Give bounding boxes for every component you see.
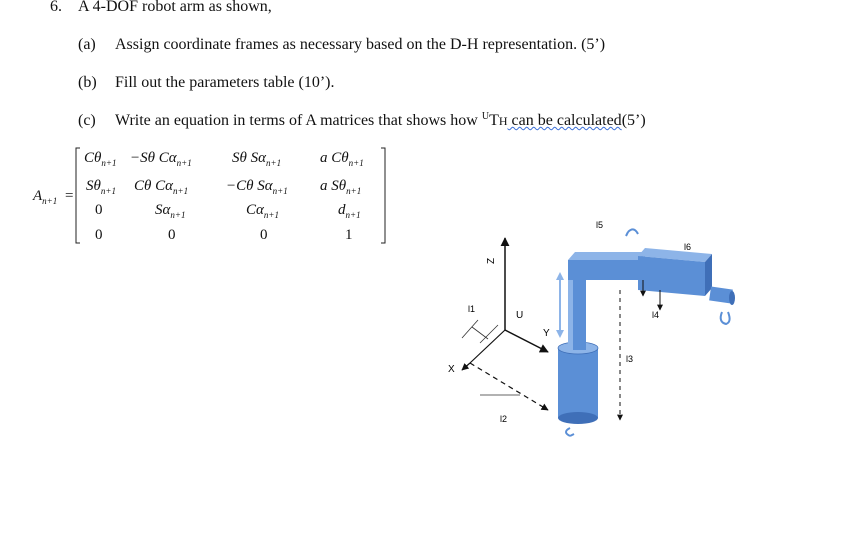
m-r4c2: 0: [168, 227, 176, 243]
matrix-lhs: $A_{n+1}$: [33, 188, 58, 206]
m-r2c2: Cθ $C\alpha_{n+1}$: [134, 178, 189, 196]
m-r1c4: a $C\theta_{n+1}$: [320, 150, 364, 168]
m-r4c4: 1: [345, 227, 353, 243]
m-r1c1: $C\theta_{n+1}$: [84, 150, 117, 168]
part-b-letter: (b): [78, 74, 97, 91]
question-title: A 4-DOF robot arm as shown,: [78, 0, 272, 15]
m-r3c4: $d_{n+1}$: [338, 202, 361, 220]
part-c-points: (5’): [621, 112, 646, 129]
label-z: Z: [486, 257, 497, 264]
label-l4: l4: [652, 310, 660, 320]
part-c-letter: (c): [78, 112, 96, 129]
base-frame: [462, 238, 548, 410]
label-l2: l2: [500, 414, 508, 424]
question-number: 6.: [50, 0, 62, 15]
m-r4c3: 0: [260, 227, 268, 243]
base-cylinder: [558, 342, 598, 424]
part-c-sub: H: [498, 114, 508, 128]
end-effector: [709, 287, 735, 305]
m-r4c1: 0: [95, 227, 103, 243]
m-r2c3: −Cθ $S\alpha_{n+1}$: [226, 178, 288, 196]
part-b-text: Fill out the parameters table (10’).: [115, 74, 335, 91]
arm-link-1: [568, 252, 645, 280]
label-u: U: [516, 310, 524, 321]
part-c-sup: U: [481, 111, 490, 122]
base-rotation-icon: [566, 428, 574, 436]
x-dashed-axis: [470, 363, 548, 410]
part-c-text-after: can be calculated: [507, 112, 622, 129]
label-l5: l5: [596, 220, 604, 230]
m-r1c3: Sθ $S\alpha_{n+1}$: [232, 150, 282, 168]
arm-link-2: [638, 248, 712, 296]
m-r3c2: $S\alpha_{n+1}$: [155, 202, 186, 220]
label-l1: l1: [468, 304, 476, 314]
label-l6: l6: [684, 242, 692, 252]
label-y: Y: [543, 328, 550, 339]
m-r1c2: −Sθ $C\alpha_{n+1}$: [130, 150, 192, 168]
m-r3c1: 0: [95, 202, 103, 218]
m-r2c1: $S\theta_{n+1}$: [86, 178, 116, 196]
label-l3: l3: [626, 354, 634, 364]
m-r2c4: a $S\theta_{n+1}$: [320, 178, 362, 196]
matrix-equals: =: [65, 188, 74, 204]
part-a-text: Assign coordinate frames as necessary based on the D-H representation. (5’): [115, 36, 606, 53]
label-x: X: [448, 364, 455, 375]
y-axis: [505, 330, 548, 352]
part-a-letter: (a): [78, 36, 96, 53]
part-c-t: T: [489, 112, 499, 129]
rotation-icon-top: [626, 229, 638, 236]
m-r3c3: $C\alpha_{n+1}$: [246, 202, 279, 220]
x-axis-tip: [462, 363, 470, 370]
rotation-icon-end: [721, 312, 730, 324]
part-c-text-before: Write an equation in terms of A matrices that shows how: [115, 112, 482, 129]
